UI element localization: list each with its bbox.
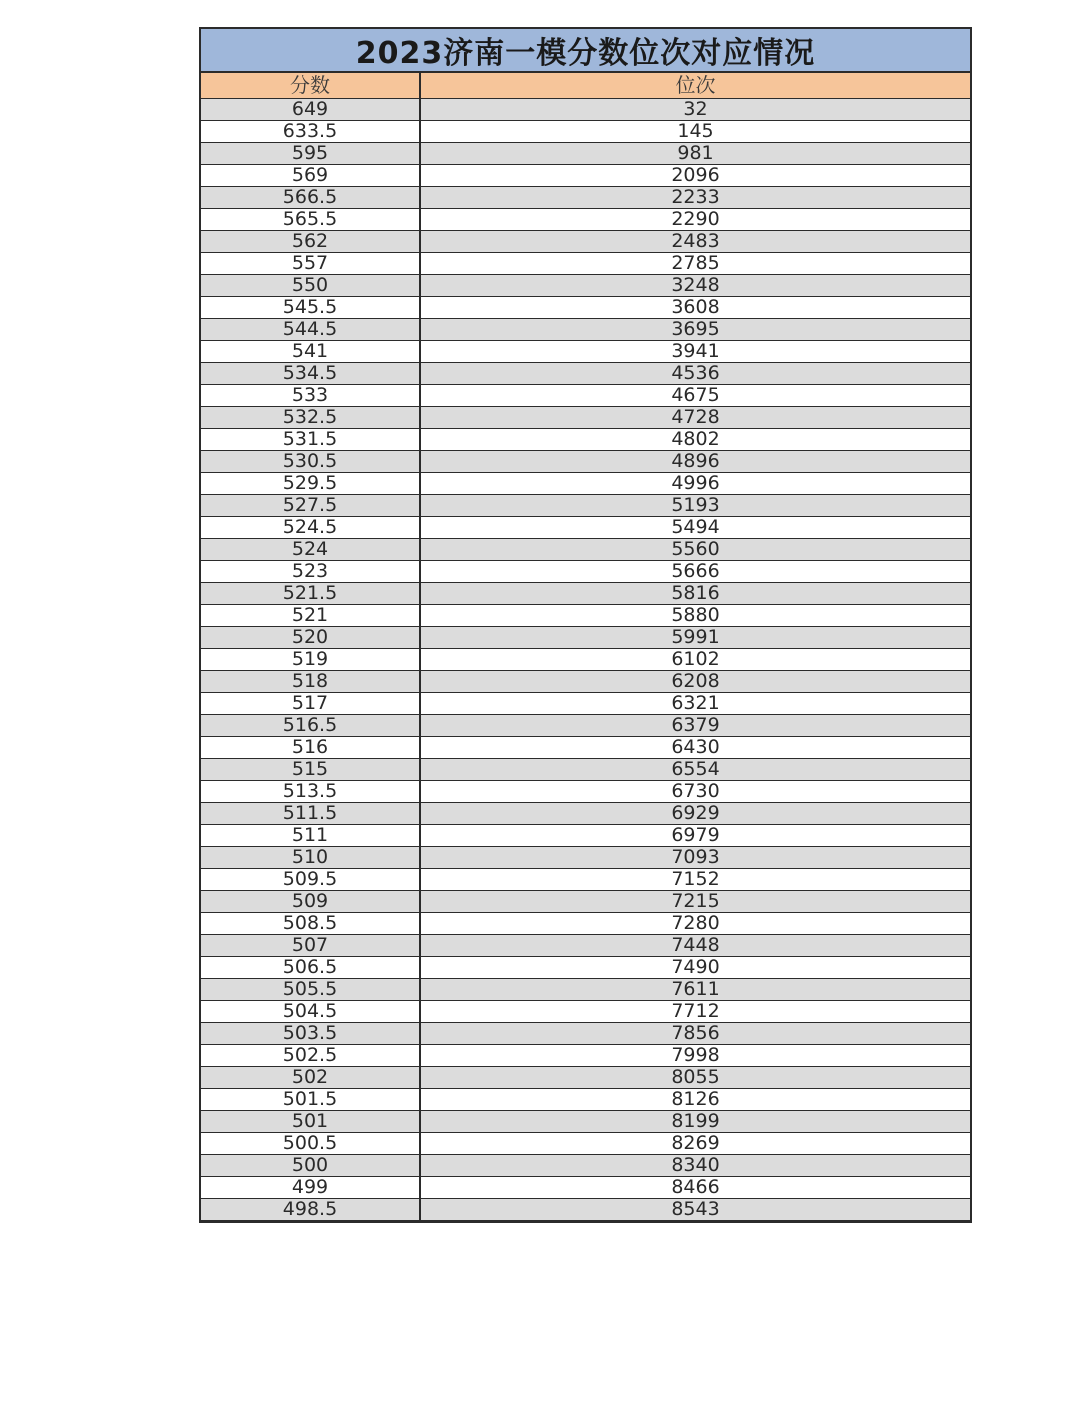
table-row [201, 890, 970, 912]
score-cell: 502 [201, 1066, 420, 1088]
score-cell: 513.5 [201, 780, 420, 802]
rank-cell: 4536 [420, 362, 970, 384]
table-row [201, 230, 970, 252]
score-cell: 499 [201, 1176, 420, 1198]
table-row [201, 692, 970, 714]
rank-cell: 7280 [420, 912, 970, 934]
score-cell: 501.5 [201, 1088, 420, 1110]
score-cell: 511.5 [201, 802, 420, 824]
score-cell: 506.5 [201, 956, 420, 978]
table-row [201, 186, 970, 208]
score-cell: 521.5 [201, 582, 420, 604]
score-cell: 544.5 [201, 318, 420, 340]
score-cell: 520 [201, 626, 420, 648]
score-cell: 519 [201, 648, 420, 670]
rank-cell: 4728 [420, 406, 970, 428]
table-row [201, 428, 970, 450]
rank-cell: 7448 [420, 934, 970, 956]
table-row [201, 868, 970, 890]
rank-cell: 8126 [420, 1088, 970, 1110]
score-cell: 533 [201, 384, 420, 406]
score-cell: 500 [201, 1154, 420, 1176]
score-cell: 595 [201, 142, 420, 164]
rank-cell: 7093 [420, 846, 970, 868]
rank-cell: 6554 [420, 758, 970, 780]
table-row [201, 1132, 970, 1154]
rank-cell: 8269 [420, 1132, 970, 1154]
table-row [201, 1176, 970, 1198]
score-cell: 504.5 [201, 1000, 420, 1022]
table-row [201, 758, 970, 780]
table-row [201, 142, 970, 164]
score-cell: 565.5 [201, 208, 420, 230]
rank-cell: 7152 [420, 868, 970, 890]
table-row [201, 802, 970, 824]
rank-cell: 7998 [420, 1044, 970, 1066]
score-cell: 518 [201, 670, 420, 692]
score-cell: 503.5 [201, 1022, 420, 1044]
score-cell: 534.5 [201, 362, 420, 384]
rank-cell: 2483 [420, 230, 970, 252]
rank-cell: 6208 [420, 670, 970, 692]
rank-cell: 4996 [420, 472, 970, 494]
table-row [201, 670, 970, 692]
score-column-header: 分数 [201, 73, 420, 98]
score-cell: 510 [201, 846, 420, 868]
table-row [201, 164, 970, 186]
rank-cell: 8543 [420, 1198, 970, 1220]
rank-cell: 7856 [420, 1022, 970, 1044]
table-row [201, 340, 970, 362]
table-row [201, 406, 970, 428]
rank-cell: 2096 [420, 164, 970, 186]
score-cell: 501 [201, 1110, 420, 1132]
table-row [201, 560, 970, 582]
score-cell: 566.5 [201, 186, 420, 208]
rank-cell: 7215 [420, 890, 970, 912]
table-row [201, 296, 970, 318]
table-row [201, 1066, 970, 1088]
score-cell: 508.5 [201, 912, 420, 934]
score-cell: 523 [201, 560, 420, 582]
rank-cell: 6929 [420, 802, 970, 824]
score-cell: 511 [201, 824, 420, 846]
score-cell: 569 [201, 164, 420, 186]
header-row [201, 73, 970, 98]
rank-cell: 6102 [420, 648, 970, 670]
table-row [201, 1110, 970, 1132]
score-cell: 502.5 [201, 1044, 420, 1066]
table-row [201, 120, 970, 142]
score-cell: 515 [201, 758, 420, 780]
score-cell: 541 [201, 340, 420, 362]
score-cell: 529.5 [201, 472, 420, 494]
score-cell: 545.5 [201, 296, 420, 318]
score-rank-table [199, 27, 972, 1223]
table-row [201, 98, 970, 120]
score-cell: 562 [201, 230, 420, 252]
rank-cell: 3695 [420, 318, 970, 340]
rank-cell: 5193 [420, 494, 970, 516]
rank-cell: 3608 [420, 296, 970, 318]
rank-cell: 7490 [420, 956, 970, 978]
rank-cell: 4802 [420, 428, 970, 450]
table-row [201, 1022, 970, 1044]
score-cell: 509 [201, 890, 420, 912]
score-cell: 633.5 [201, 120, 420, 142]
score-cell: 516.5 [201, 714, 420, 736]
table-row [201, 978, 970, 1000]
rank-cell: 6321 [420, 692, 970, 714]
rank-cell: 3248 [420, 274, 970, 296]
data-table [201, 73, 970, 1221]
score-cell: 550 [201, 274, 420, 296]
table-row [201, 472, 970, 494]
table-row [201, 274, 970, 296]
table-row [201, 450, 970, 472]
rank-cell: 8340 [420, 1154, 970, 1176]
rank-cell: 5816 [420, 582, 970, 604]
table-row [201, 714, 970, 736]
table-row [201, 780, 970, 802]
score-cell: 509.5 [201, 868, 420, 890]
score-cell: 517 [201, 692, 420, 714]
rank-cell: 5560 [420, 538, 970, 560]
score-cell: 531.5 [201, 428, 420, 450]
score-cell: 527.5 [201, 494, 420, 516]
table-row [201, 912, 970, 934]
rank-cell: 4896 [420, 450, 970, 472]
table-row [201, 252, 970, 274]
score-cell: 516 [201, 736, 420, 758]
table-row [201, 384, 970, 406]
table-row [201, 736, 970, 758]
score-cell: 649 [201, 98, 420, 120]
table-row [201, 1044, 970, 1066]
rank-cell: 6979 [420, 824, 970, 846]
table-row [201, 538, 970, 560]
score-cell: 524 [201, 538, 420, 560]
score-cell: 557 [201, 252, 420, 274]
table-row [201, 934, 970, 956]
table-row [201, 362, 970, 384]
score-cell: 498.5 [201, 1198, 420, 1220]
table-row [201, 494, 970, 516]
rank-column-header: 位次 [420, 73, 970, 98]
table-row [201, 318, 970, 340]
table-row [201, 1088, 970, 1110]
table-row [201, 516, 970, 538]
score-cell: 521 [201, 604, 420, 626]
rank-cell: 981 [420, 142, 970, 164]
table-body [201, 98, 970, 1220]
table-row [201, 648, 970, 670]
table-row [201, 582, 970, 604]
table-row [201, 626, 970, 648]
table-row [201, 956, 970, 978]
rank-cell: 2290 [420, 208, 970, 230]
rank-cell: 6730 [420, 780, 970, 802]
rank-cell: 5880 [420, 604, 970, 626]
rank-cell: 5494 [420, 516, 970, 538]
table-row [201, 824, 970, 846]
rank-cell: 2233 [420, 186, 970, 208]
table-row [201, 1000, 970, 1022]
rank-cell: 8055 [420, 1066, 970, 1088]
rank-cell: 7611 [420, 978, 970, 1000]
table-row [201, 846, 970, 868]
score-cell: 524.5 [201, 516, 420, 538]
table-row [201, 1198, 970, 1220]
rank-cell: 8199 [420, 1110, 970, 1132]
score-cell: 500.5 [201, 1132, 420, 1154]
rank-cell: 32 [420, 98, 970, 120]
rank-cell: 2785 [420, 252, 970, 274]
score-cell: 532.5 [201, 406, 420, 428]
score-cell: 505.5 [201, 978, 420, 1000]
rank-cell: 4675 [420, 384, 970, 406]
rank-cell: 7712 [420, 1000, 970, 1022]
score-cell: 530.5 [201, 450, 420, 472]
table-title: 2023济南一模分数位次对应情况 [201, 29, 970, 73]
rank-cell: 3941 [420, 340, 970, 362]
rank-cell: 5991 [420, 626, 970, 648]
rank-cell: 5666 [420, 560, 970, 582]
score-cell: 507 [201, 934, 420, 956]
rank-cell: 145 [420, 120, 970, 142]
table-row [201, 1154, 970, 1176]
rank-cell: 6379 [420, 714, 970, 736]
table-row [201, 208, 970, 230]
rank-cell: 6430 [420, 736, 970, 758]
table-row [201, 604, 970, 626]
rank-cell: 8466 [420, 1176, 970, 1198]
